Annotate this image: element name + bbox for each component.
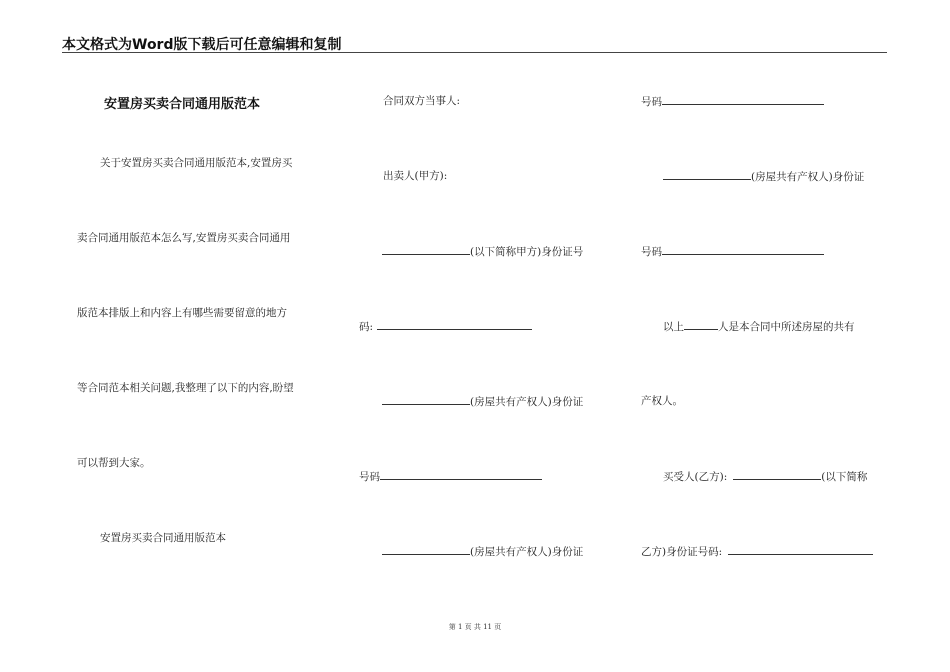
- col1-line-3: 版范本排版上和内容上有哪些需要留意的地方: [77, 307, 287, 319]
- col2-line-4: [359, 318, 532, 334]
- col2-line-7-text: (房屋共有产权人)身份证: [470, 546, 584, 558]
- page-banner: 本文格式为Word版下载后可任意编辑和复制: [62, 37, 342, 53]
- col1-line-1: 关于安置房买卖合同通用版范本,安置房买: [100, 157, 293, 169]
- col3-line-1-text: 号码: [641, 96, 662, 108]
- col2-line-3-text: (以下简称甲方)身份证号: [470, 246, 584, 258]
- col3-line-3: [641, 243, 824, 259]
- col1-line-2: 卖合同通用版范本怎么写,安置房买卖合同通用: [77, 232, 291, 244]
- blank-field: [380, 468, 542, 480]
- col3-line-3-text: 号码: [641, 246, 662, 258]
- col2-line-5: [382, 393, 583, 409]
- col3-line-7: [641, 543, 873, 559]
- col2-line-5-text: (房屋共有产权人)身份证: [470, 396, 584, 408]
- blank-field: [382, 393, 470, 405]
- blank-field: [684, 318, 718, 330]
- col2-line-6-text: 号码: [359, 471, 380, 483]
- col3-line-1: [641, 93, 824, 109]
- header-divider: [62, 52, 887, 53]
- blank-field: [733, 468, 821, 480]
- col3-line-2: [663, 168, 864, 184]
- col1-line-6: 安置房买卖合同通用版范本: [100, 532, 226, 544]
- col3-line-2-text: (房屋共有产权人)身份证: [751, 171, 865, 183]
- col3-line-4-text-b: 人是本合同中所述房屋的共有: [718, 321, 855, 333]
- col2-line-3: [382, 243, 583, 259]
- blank-field: [662, 243, 824, 255]
- blank-field: [663, 168, 751, 180]
- col3-line-5: 产权人。: [641, 395, 683, 407]
- document-title: 安置房买卖合同通用版范本: [104, 97, 261, 112]
- col3-line-6-text-a: 买受人(乙方):: [663, 471, 728, 483]
- col2-line-7: [382, 543, 583, 559]
- col2-line-4-text: 码:: [359, 321, 374, 333]
- blank-field: [662, 93, 824, 105]
- blank-field: [382, 543, 470, 555]
- col2-line-2: 出卖人(甲方):: [383, 170, 448, 182]
- col3-line-6: [663, 468, 867, 484]
- col3-line-4: [663, 318, 855, 334]
- col3-line-7-text: 乙方)身份证号码:: [641, 546, 723, 558]
- col2-line-6: [359, 468, 542, 484]
- col2-line-1: 合同双方当事人:: [383, 95, 461, 107]
- blank-field: [377, 318, 532, 330]
- blank-field: [382, 243, 470, 255]
- col3-line-4-text-a: 以上: [663, 321, 684, 333]
- col1-line-5: 可以帮到大家。: [77, 457, 151, 469]
- blank-field: [728, 543, 873, 555]
- page-footer: 第 1 页 共 11 页: [448, 623, 502, 631]
- col1-line-4: 等合同范本相关问题,我整理了以下的内容,盼望: [77, 382, 294, 394]
- col3-line-6-text-b: (以下简称: [821, 471, 868, 483]
